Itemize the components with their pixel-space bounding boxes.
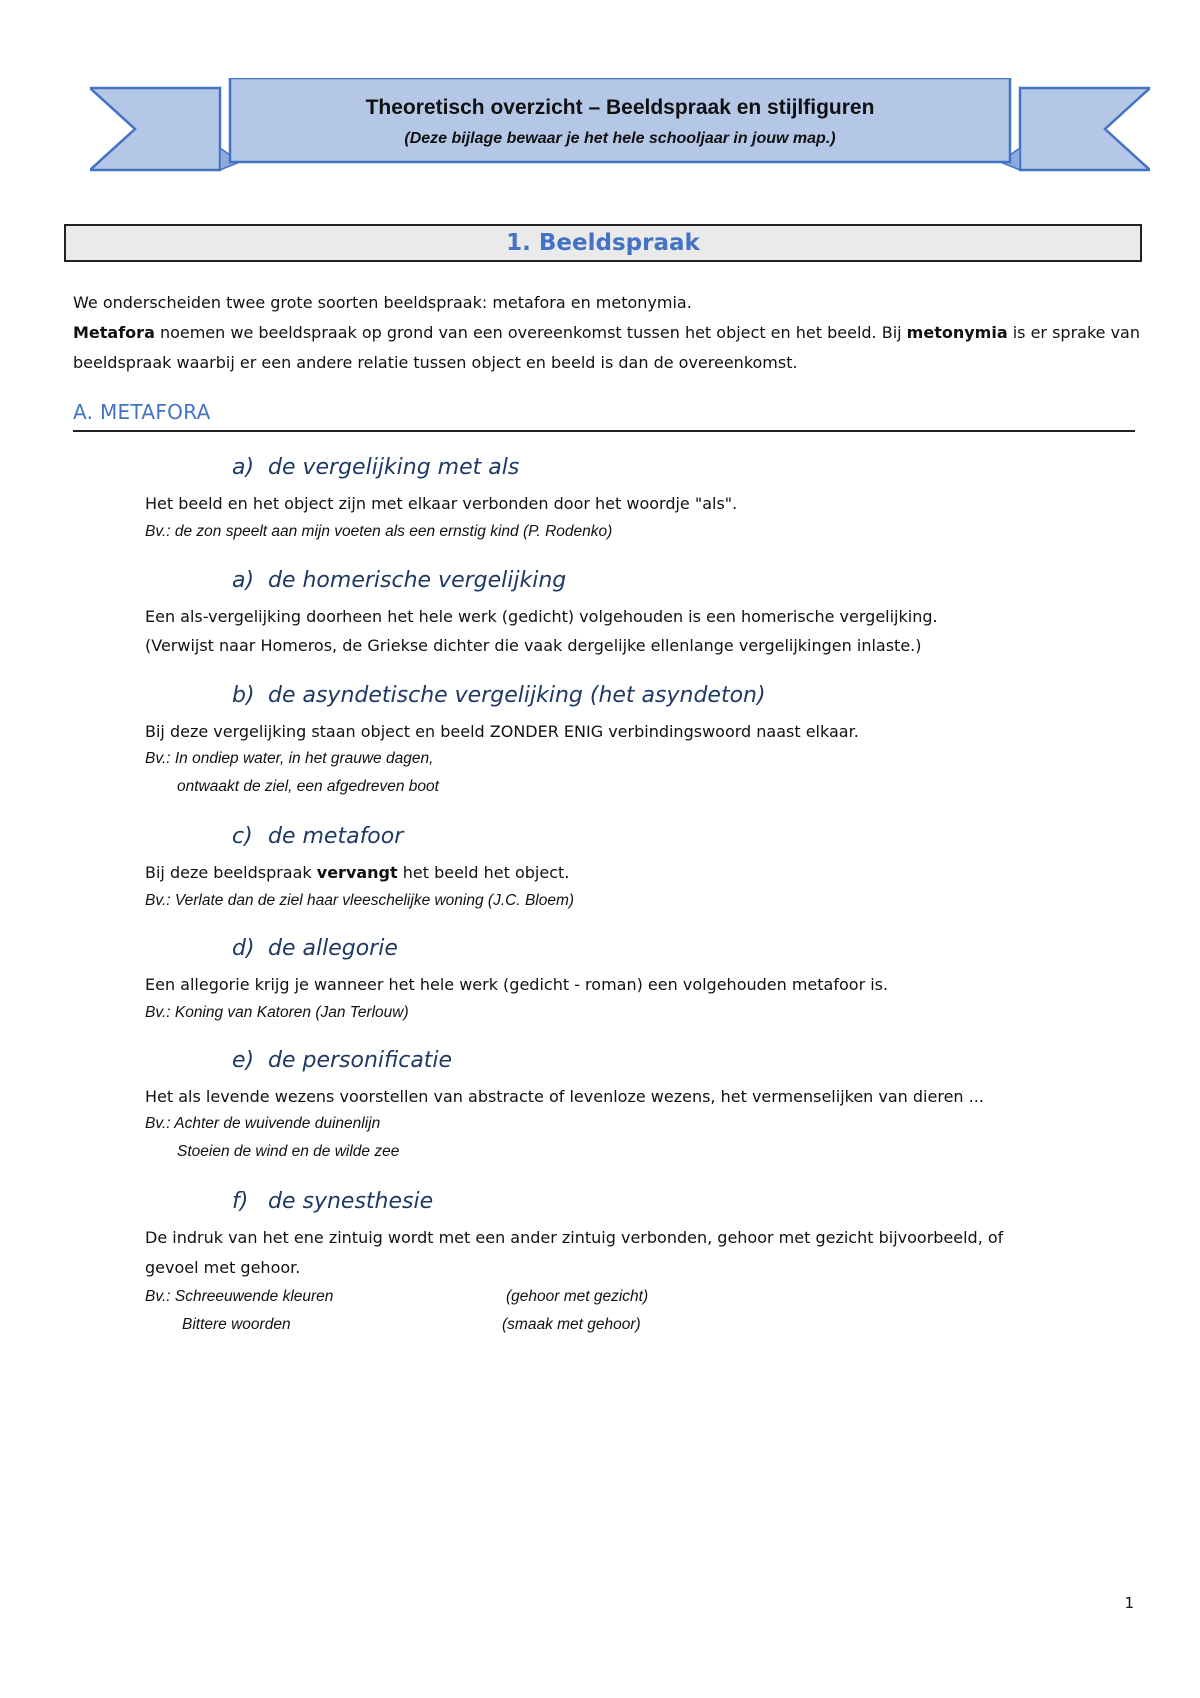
item-example-note: (gehoor met gezicht) — [506, 1288, 649, 1305]
intro-definitions — [73, 318, 1143, 378]
subsection-rule — [73, 430, 1135, 432]
item-title: de allegorie — [268, 936, 398, 961]
item-example-2: ontwaakt de ziel, een afgedreven boot — [177, 778, 439, 795]
description-bold: vervangt — [316, 863, 398, 882]
item-description: Bij deze vergelijking staan object en beeld ZONDER ENIG verbindingswoord naast elkaar. — [145, 722, 859, 741]
item-heading — [232, 1048, 452, 1073]
item-example: Bv.: de zon speelt aan mijn voeten als een ernstig kind (P. Rodenko) — [145, 523, 613, 540]
item-letter: b) — [232, 683, 255, 708]
item-description: Het als levende wezens voorstellen van abstracte of levenloze wezens, het vermenselijken van dieren ... — [145, 1087, 984, 1106]
description-text: het beeld het object. — [397, 863, 570, 882]
intro-line-1: We onderscheiden twee grote soorten beeldspraak: metafora en metonymia. — [73, 293, 692, 312]
item-title: de homerische vergelijking — [268, 568, 567, 593]
item-letter: f) — [232, 1189, 249, 1214]
item-description: Het beeld en het object zijn met elkaar verbonden door het woordje "als". — [145, 494, 738, 513]
ribbon-center — [230, 78, 1010, 162]
section-heading-beeldspraak: 1. Beeldspraak — [64, 224, 1142, 262]
item-letter: a) — [232, 455, 255, 480]
item-heading — [232, 936, 398, 961]
item-heading — [232, 683, 766, 708]
item-description-2: (Verwijst naar Homeros, de Griekse dichter die vaak dergelijke ellenlange vergelijkingen inlaste.) — [145, 636, 922, 655]
item-heading — [232, 1189, 433, 1214]
item-heading — [232, 455, 519, 480]
item-example-2-note: (smaak met gehoor) — [502, 1316, 641, 1333]
item-example-2: Stoeien de wind en de wilde zee — [177, 1143, 400, 1160]
item-example: Bv.: In ondiep water, in het grauwe dagen, — [145, 750, 434, 767]
item-description: De indruk van het ene zintuig wordt met een ander zintuig verbonden, gehoor met gezicht bijvoorbeeld, of — [145, 1228, 1004, 1247]
item-example: Bv.: Verlate dan de ziel haar vleeschelijke woning (J.C. Bloem) — [145, 892, 575, 909]
item-heading — [232, 568, 566, 593]
banner-title: Theoretisch overzicht – Beeldspraak en stijlfiguren — [365, 96, 875, 119]
item-title: de synesthesie — [268, 1189, 434, 1214]
item-example-2: Bittere woorden — [182, 1316, 291, 1333]
item-description: Een als-vergelijking doorheen het hele werk (gedicht) volgehouden is een homerische vergelijking. — [145, 607, 938, 626]
item-letter: c) — [232, 824, 253, 849]
title-banner — [90, 78, 1150, 178]
item-title: de vergelijking met als — [268, 455, 520, 480]
item-example: Bv.: Schreeuwende kleuren — [145, 1288, 334, 1305]
item-description: Een allegorie krijg je wanneer het hele werk (gedicht - roman) een volgehouden metafoor is. — [145, 975, 889, 994]
metonymia-definition: is er sprake van beeldspraak waarbij er een andere relatie tussen object en beeld is dan de overeenkomst. — [73, 323, 1140, 372]
item-title: de metafoor — [268, 824, 404, 849]
ribbon-shape — [90, 78, 1150, 178]
item-letter: a) — [232, 568, 255, 593]
item-title: de personificatie — [268, 1048, 453, 1073]
item-description-2: gevoel met gehoor. — [145, 1258, 301, 1277]
banner-subtitle: (Deze bijlage bewaar je het hele schooljaar in jouw map.) — [404, 130, 836, 147]
item-example: Bv.: Achter de wuivende duinenlijn — [145, 1115, 381, 1132]
item-title: de asyndetische vergelijking (het asyndeton) — [268, 683, 766, 708]
page-number: 1 — [1124, 1594, 1134, 1612]
item-description — [145, 863, 569, 882]
item-letter: d) — [232, 936, 255, 961]
term-metonymia: metonymia — [906, 323, 1008, 342]
metafora-definition: noemen we beeldspraak op grond van een overeenkomst tussen het object en het beeld. Bij — [154, 323, 907, 342]
subsection-heading-metafora: A. METAFORA — [73, 400, 211, 424]
item-heading — [232, 824, 403, 849]
item-letter: e) — [232, 1048, 255, 1073]
item-example: Bv.: Koning van Katoren (Jan Terlouw) — [145, 1004, 409, 1021]
intro-paragraph — [73, 288, 1143, 378]
description-text: Bij deze beeldspraak — [145, 863, 317, 882]
ribbon-left-tail — [90, 88, 220, 170]
term-metafora: Metafora — [73, 323, 155, 342]
ribbon-right-tail — [1020, 88, 1150, 170]
